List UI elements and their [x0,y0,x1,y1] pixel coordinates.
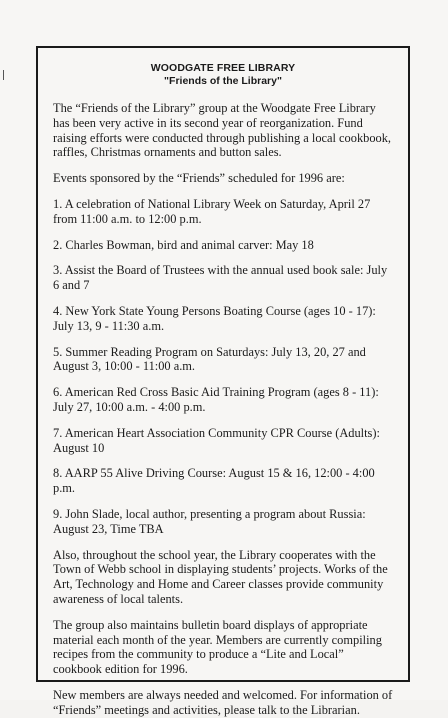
event-item-2: 2. Charles Bowman, bird and animal carver: May 18 [53,237,314,252]
event-item-9: 9. John Slade, local author, presenting a program about Russia: August 23, Time TBA [53,506,366,536]
event-item-8: 8. AARP 55 Alive Driving Course: August 15 & 16, 12:00 - 4:00 p.m. [53,466,375,496]
event-item-7: 7. American Heart Association Community CPR Course (Adults): August 10 [53,425,380,455]
bordered-notice [36,46,410,717]
page-title: WOODGATE FREE LIBRARY [150,62,296,74]
event-item-5: 5. Summer Reading Program on Saturdays: July 13, 20, 27 and August 3, 10:00 - 11:00 a.m. [53,344,366,374]
bulletin-paragraph: The group also maintains bulletin board displays of appropriate material each month of the year. Members are currently compiling recipes from the community to produce a “Lite and Local” cookbook edition for 1996. [53,617,382,677]
school-paragraph: Also, throughout the school year, the Library cooperates with the Town of Webb school in displaying students’ projects. Works of the Art, Technology and Home and Career classes provide community awareness of local talents. [53,547,388,606]
event-item-3: 3. Assist the Board of Trustees with the annual used book sale: July 6 and 7 [53,263,388,293]
membership-paragraph: New members are always needed and welcomed. For information of “Friends” meetings and activities, please talk to the Librarian. [53,687,393,717]
event-item-6: 6. American Red Cross Basic Aid Training Program (ages 8 - 11): July 27, 10:00 a.m. - 4:00 p.m. [53,385,379,414]
page-edge-mark [3,70,4,80]
event-item-1: 1. A celebration of National Library Week on Saturday, April 27 from 11:00 a.m. to 12:00 p.m. [53,196,371,226]
page-subtitle: "Friends of the Library" [164,75,282,87]
events-heading: Events sponsored by the “Friends” scheduled for 1996 are: [53,171,345,186]
event-item-4: 4. New York State Young Persons Boating Course (ages 10 - 17): July 13, 9 - 11:30 a.m. [53,303,376,333]
intro-paragraph: The “Friends of the Library” group at the Woodgate Free Library has been very active in its second year of reorganization. Fund raising efforts were conducted through publishing a local cookbook, raffles, Christmas ornaments and button sales. [53,101,392,160]
